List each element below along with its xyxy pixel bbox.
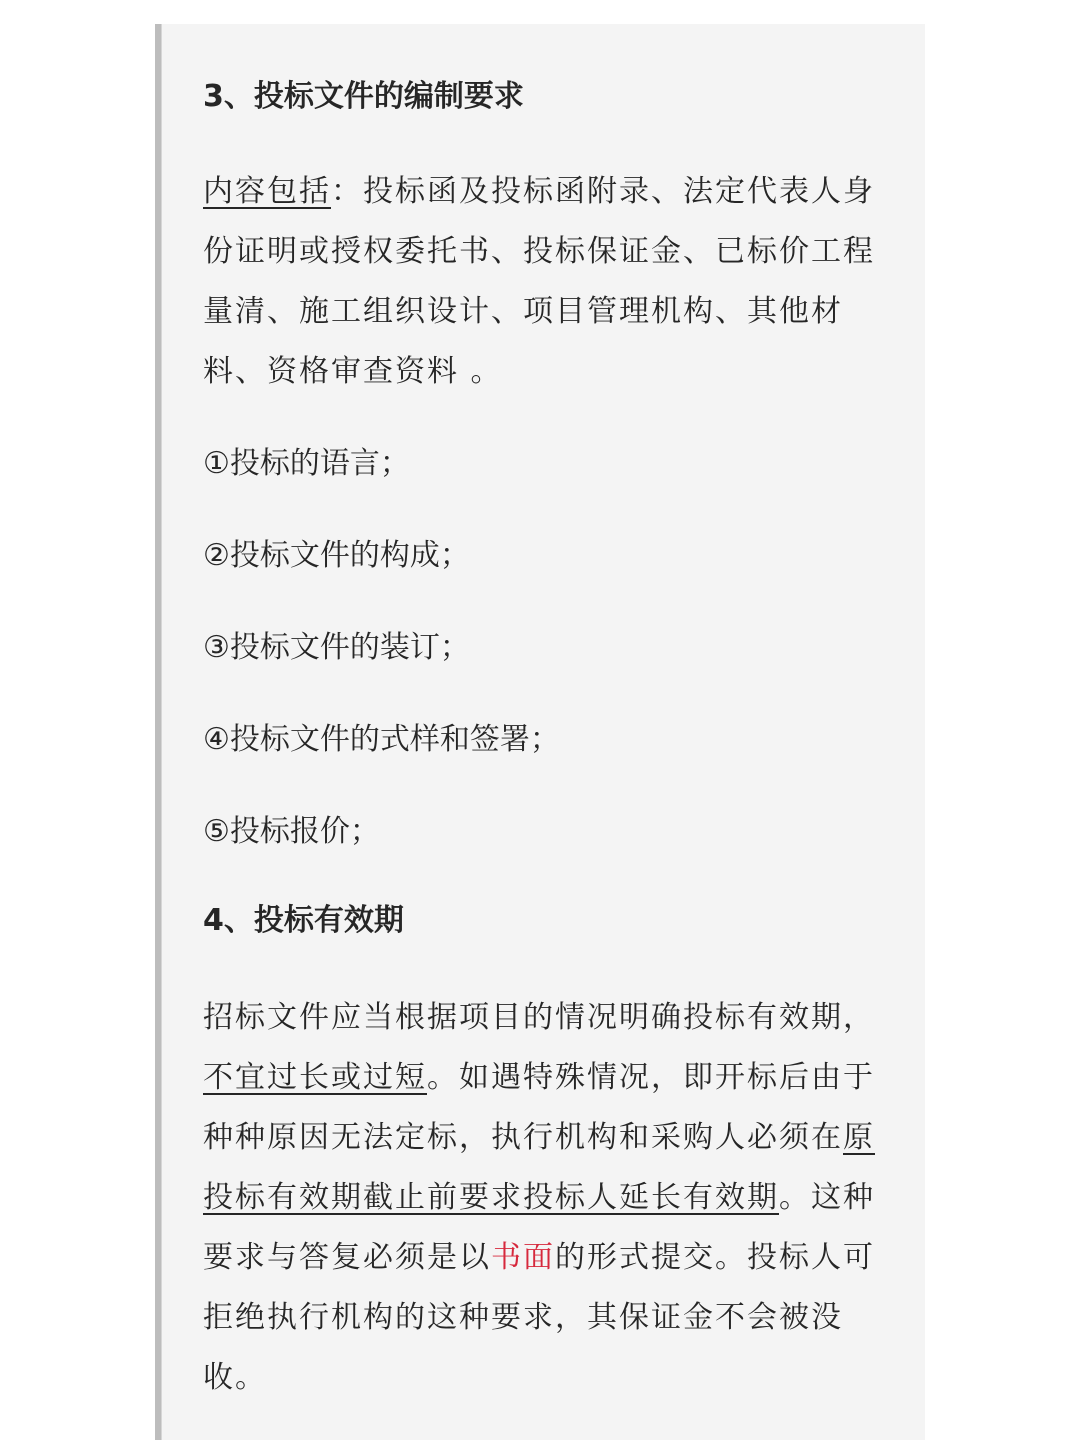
list-item: ②投标文件的构成； (203, 538, 470, 573)
intro-label: 内容包括 (203, 174, 331, 209)
left-border-rule (155, 24, 162, 1440)
text-run: 招标文件应当根据项目的情况明确投标有效期， (203, 1000, 875, 1035)
text-run: 。如遇特殊情况，即开标后由于种种原因无法定标，执行机构和采购人必须在 (203, 1060, 875, 1155)
intro-text: 投标函及投标函附录、法定代表人身份证明或授权委托书、投标保证金、已标价工程量清、施工组织设计、项目管理机构、其他材料、资格审查资料 。 (203, 174, 875, 389)
list-item: ③投标文件的装订； (203, 630, 470, 665)
text-run: 的形式提交。投标人可拒绝执行机构的这种要求，其保证金不会被没收。 (203, 1240, 875, 1395)
intro-colon: ： (331, 174, 363, 209)
text-run: 。这种要求与答复必须是以 (203, 1180, 875, 1275)
list-item: ④投标文件的式样和签署； (203, 722, 560, 757)
section-3-heading: 3、投标文件的编制要求 (203, 79, 524, 114)
list-item: ⑤投标报价； (203, 814, 380, 849)
section-3-intro (203, 162, 893, 402)
list-item: ①投标的语言； (203, 446, 410, 481)
section-4-heading: 4、投标有效期 (203, 903, 404, 938)
underlined-phrase: 不宜过长或过短 (203, 1060, 427, 1095)
document-content (203, 70, 893, 1408)
section-4-paragraph (203, 988, 893, 1408)
underlined-phrase: 原投标有效期截止前要求投标人延长有效期 (203, 1120, 875, 1215)
highlighted-phrase: 书面 (491, 1240, 555, 1275)
